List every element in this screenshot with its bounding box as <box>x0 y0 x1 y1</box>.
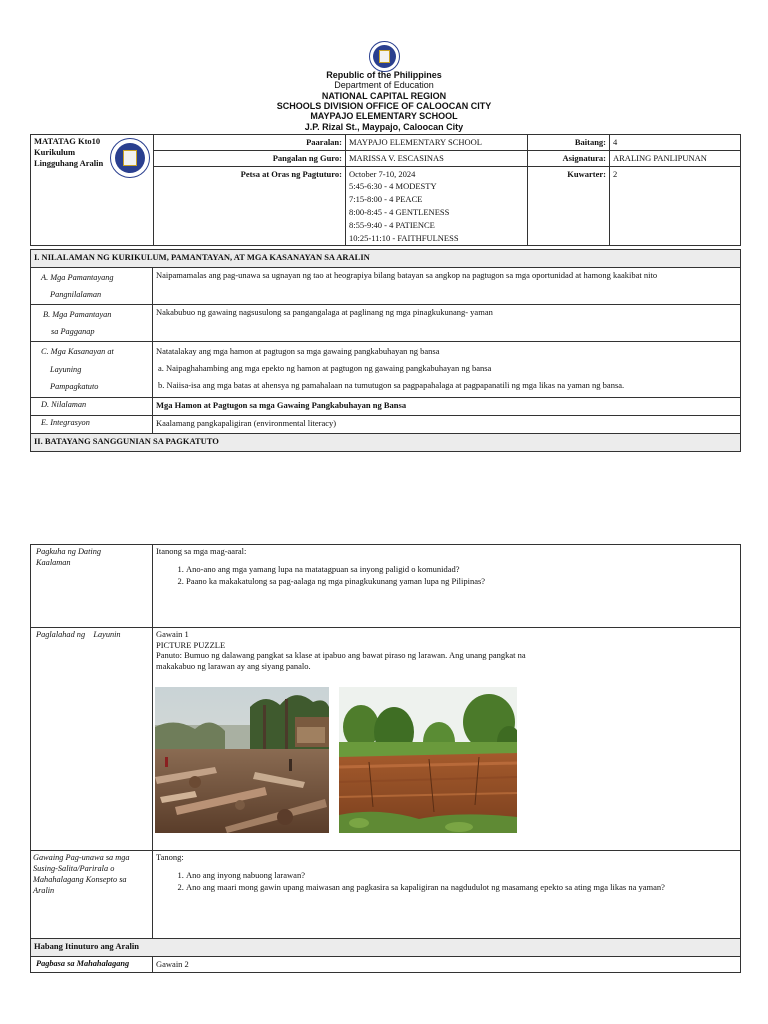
header-department: Department of Education <box>334 80 434 90</box>
landslide-illustration <box>339 687 517 833</box>
header-republic: Republic of the Philippines <box>326 70 442 80</box>
label-nilalaman: D. Nilalaman <box>31 397 153 415</box>
baitang-value: 4 <box>610 135 741 151</box>
info-table <box>30 134 741 246</box>
gawain-1-title: Gawain 1 <box>156 629 189 639</box>
pagkuha-intro: Itanong sa mga mag-aaral: <box>156 546 247 556</box>
petsa-line: October 7-10, 2024 <box>349 168 416 179</box>
petsa-line: 10:25-11:10 - FAITHFULNESS <box>349 232 459 243</box>
label-line: sa Pagganap <box>51 327 95 336</box>
label-line: A. Mga Pamantayang <box>41 273 114 282</box>
label-gawaing-pag-unawa <box>31 851 153 939</box>
petsa-value <box>346 166 528 246</box>
kuwarter-value: 2 <box>610 166 741 246</box>
picture-puzzle-title: PICTURE PUZZLE <box>156 639 226 650</box>
baitang-label: Baitang: <box>528 135 610 151</box>
label-line: B. Mga Pamantayan <box>43 310 112 319</box>
label-pamantayang-pangnilalaman <box>31 268 153 305</box>
pagkuha-questions <box>156 563 737 587</box>
question-item: 1. Ano-ano ang mga yamang lupa na matatagpuan sa inyong paligid o komunidad? <box>186 563 737 575</box>
label-line: Mahahalagang Konsepto sa <box>33 875 127 884</box>
header-division: SCHOOLS DIVISION OFFICE OF CALOOCAN CITY <box>276 101 492 111</box>
petsa-line: 5:45-6:30 - 4 MODESTY <box>349 181 437 192</box>
info-title-line3: Lingguhang Aralin <box>34 158 104 168</box>
label-line: Gawaing Pag-unawa sa mga <box>33 853 130 862</box>
pagkuha-content <box>153 545 741 628</box>
pamantayan-pagganap-value: Nakabubuo ng gawaing nagsusulong sa pangangalaga at paglinang ng mga pinagkukunang- yaman <box>153 305 741 342</box>
kasanayan-line: b. Naiisa-isa ang mga batas at ahensya ng pamahalaan na tumutugon sa pagpapahalaga at pagpapanatili ng mga likas na yaman ng bansa. <box>158 380 625 390</box>
question-item: 1. Ano ang inyong nabuong larawan? <box>186 869 737 881</box>
label-line: Layuning <box>50 364 82 374</box>
question-item: 2. Ano ang maari mong gawin upang maiwasan ang pagkasira sa kapaligiran na nagdudulot ng masamang epekto sa ating mga likas na yaman? <box>186 881 737 893</box>
header-school: MAYPAJO ELEMENTARY SCHOOL <box>310 111 458 121</box>
petsa-line: 7:15-8:00 - 4 PEACE <box>349 194 423 205</box>
label-line: Pampagkatuto <box>50 382 99 391</box>
tanong-questions <box>156 869 737 893</box>
panuto-line: makakabuo ng larawan ay ang siyang panalo. <box>156 660 311 671</box>
header-region: NATIONAL CAPITAL REGION <box>321 91 447 101</box>
label-line: Kaalaman <box>36 558 71 567</box>
habang-itinuturo-heading: Habang Itinuturo ang Aralin <box>31 939 741 957</box>
kasanayan-line: a. Naipaghahambing ang mga epekto ng hamon at pagtugon ng gawaing pangkabuhayan ng bansa <box>158 363 492 373</box>
label-pagbasa: Pagbasa sa Mahahalagang <box>31 957 153 973</box>
deforestation-photo <box>155 687 329 833</box>
label-line: Pagkuha ng Dating <box>36 547 101 556</box>
panuto-line: Panuto: Bumuo ng dalawang pangkat sa klase at ipabuo ang bawat piraso ng larawan. Ang unang pangkat na <box>156 650 526 660</box>
label-line: C. Mga Kasanayan at <box>41 347 114 356</box>
kasanayan-line: Natatalakay ang mga hamon at pagtugon sa mga gawaing pangkabuhayan ng bansa <box>156 346 440 356</box>
deforestation-illustration <box>155 687 329 833</box>
info-title-cell <box>31 135 154 246</box>
label-integrasyon: E. Integrasyon <box>31 415 153 433</box>
paaralan-value: MAYPAJO ELEMENTARY SCHOOL <box>346 135 528 151</box>
label-line: Aralin <box>33 886 55 895</box>
nilalaman-value: Mga Hamon at Pagtugon sa mga Gawaing Pangkabuhayan ng Bansa <box>153 397 741 415</box>
deped-seal-small <box>110 138 150 178</box>
header-address: J.P. Rizal St., Maypajo, Caloocan City <box>304 122 464 132</box>
pagbasa-value: Gawain 2 <box>153 957 741 973</box>
label-pamantayan-pagganap <box>31 305 153 342</box>
label-pagkuha-dating-kaalaman <box>31 545 153 628</box>
curriculum-table <box>30 249 741 452</box>
guro-label: Pangalan ng Guro: <box>154 150 346 166</box>
section-2-heading: II. BATAYANG SANGGUNIAN SA PAGKATUTO <box>31 433 741 451</box>
deped-seal-top <box>369 41 400 72</box>
label-kasanayan <box>31 342 153 398</box>
asignatura-label: Asignatura: <box>528 150 610 166</box>
paaralan-label: Paaralan: <box>154 135 346 151</box>
label-paglalahad-layunin: Paglalahad ng Layunin <box>31 628 153 851</box>
section-1-heading: I. NILALAMAN NG KURIKULUM, PAMANTAYAN, AT MGA KASANAYAN SA ARALIN <box>31 250 741 268</box>
info-title-line1: MATATAG Kto10 <box>34 136 101 146</box>
asignatura-value: ARALING PANLIPUNAN <box>610 150 741 166</box>
landslide-photo <box>339 687 517 833</box>
tanong-intro: Tanong: <box>156 852 184 862</box>
petsa-line: 8:00-8:45 - 4 GENTLENESS <box>349 206 450 217</box>
info-title-line2: Kurikulum <box>34 147 76 157</box>
label-line: Pangnilalaman <box>50 290 102 299</box>
petsa-line: 8:55-9:40 - 4 PATIENCE <box>349 219 435 230</box>
guro-value: MARISSA V. ESCASINAS <box>346 150 528 166</box>
label-line: Susing-Salita/Parirala o <box>33 864 115 873</box>
pamantayang-pangnilalaman-value: Naipamamalas ang pag-unawa sa ugnayan ng tao at heograpiya bilang batayan sa angkop na pagtugon sa mga oportunidad at hamong kaakibat nito <box>153 268 741 305</box>
kasanayan-value <box>153 342 741 398</box>
question-item: 2. Paano ka makakatulong sa pag-aalaga ng mga pinagkukunang yaman lupa ng Pilipinas? <box>186 575 737 587</box>
pag-unawa-content <box>153 851 741 939</box>
integrasyon-value: Kaalamang pangkapaligiran (environmental literacy) <box>153 415 741 433</box>
petsa-label: Petsa at Oras ng Pagtuturo: <box>154 166 346 246</box>
kuwarter-label: Kuwarter: <box>528 166 610 246</box>
